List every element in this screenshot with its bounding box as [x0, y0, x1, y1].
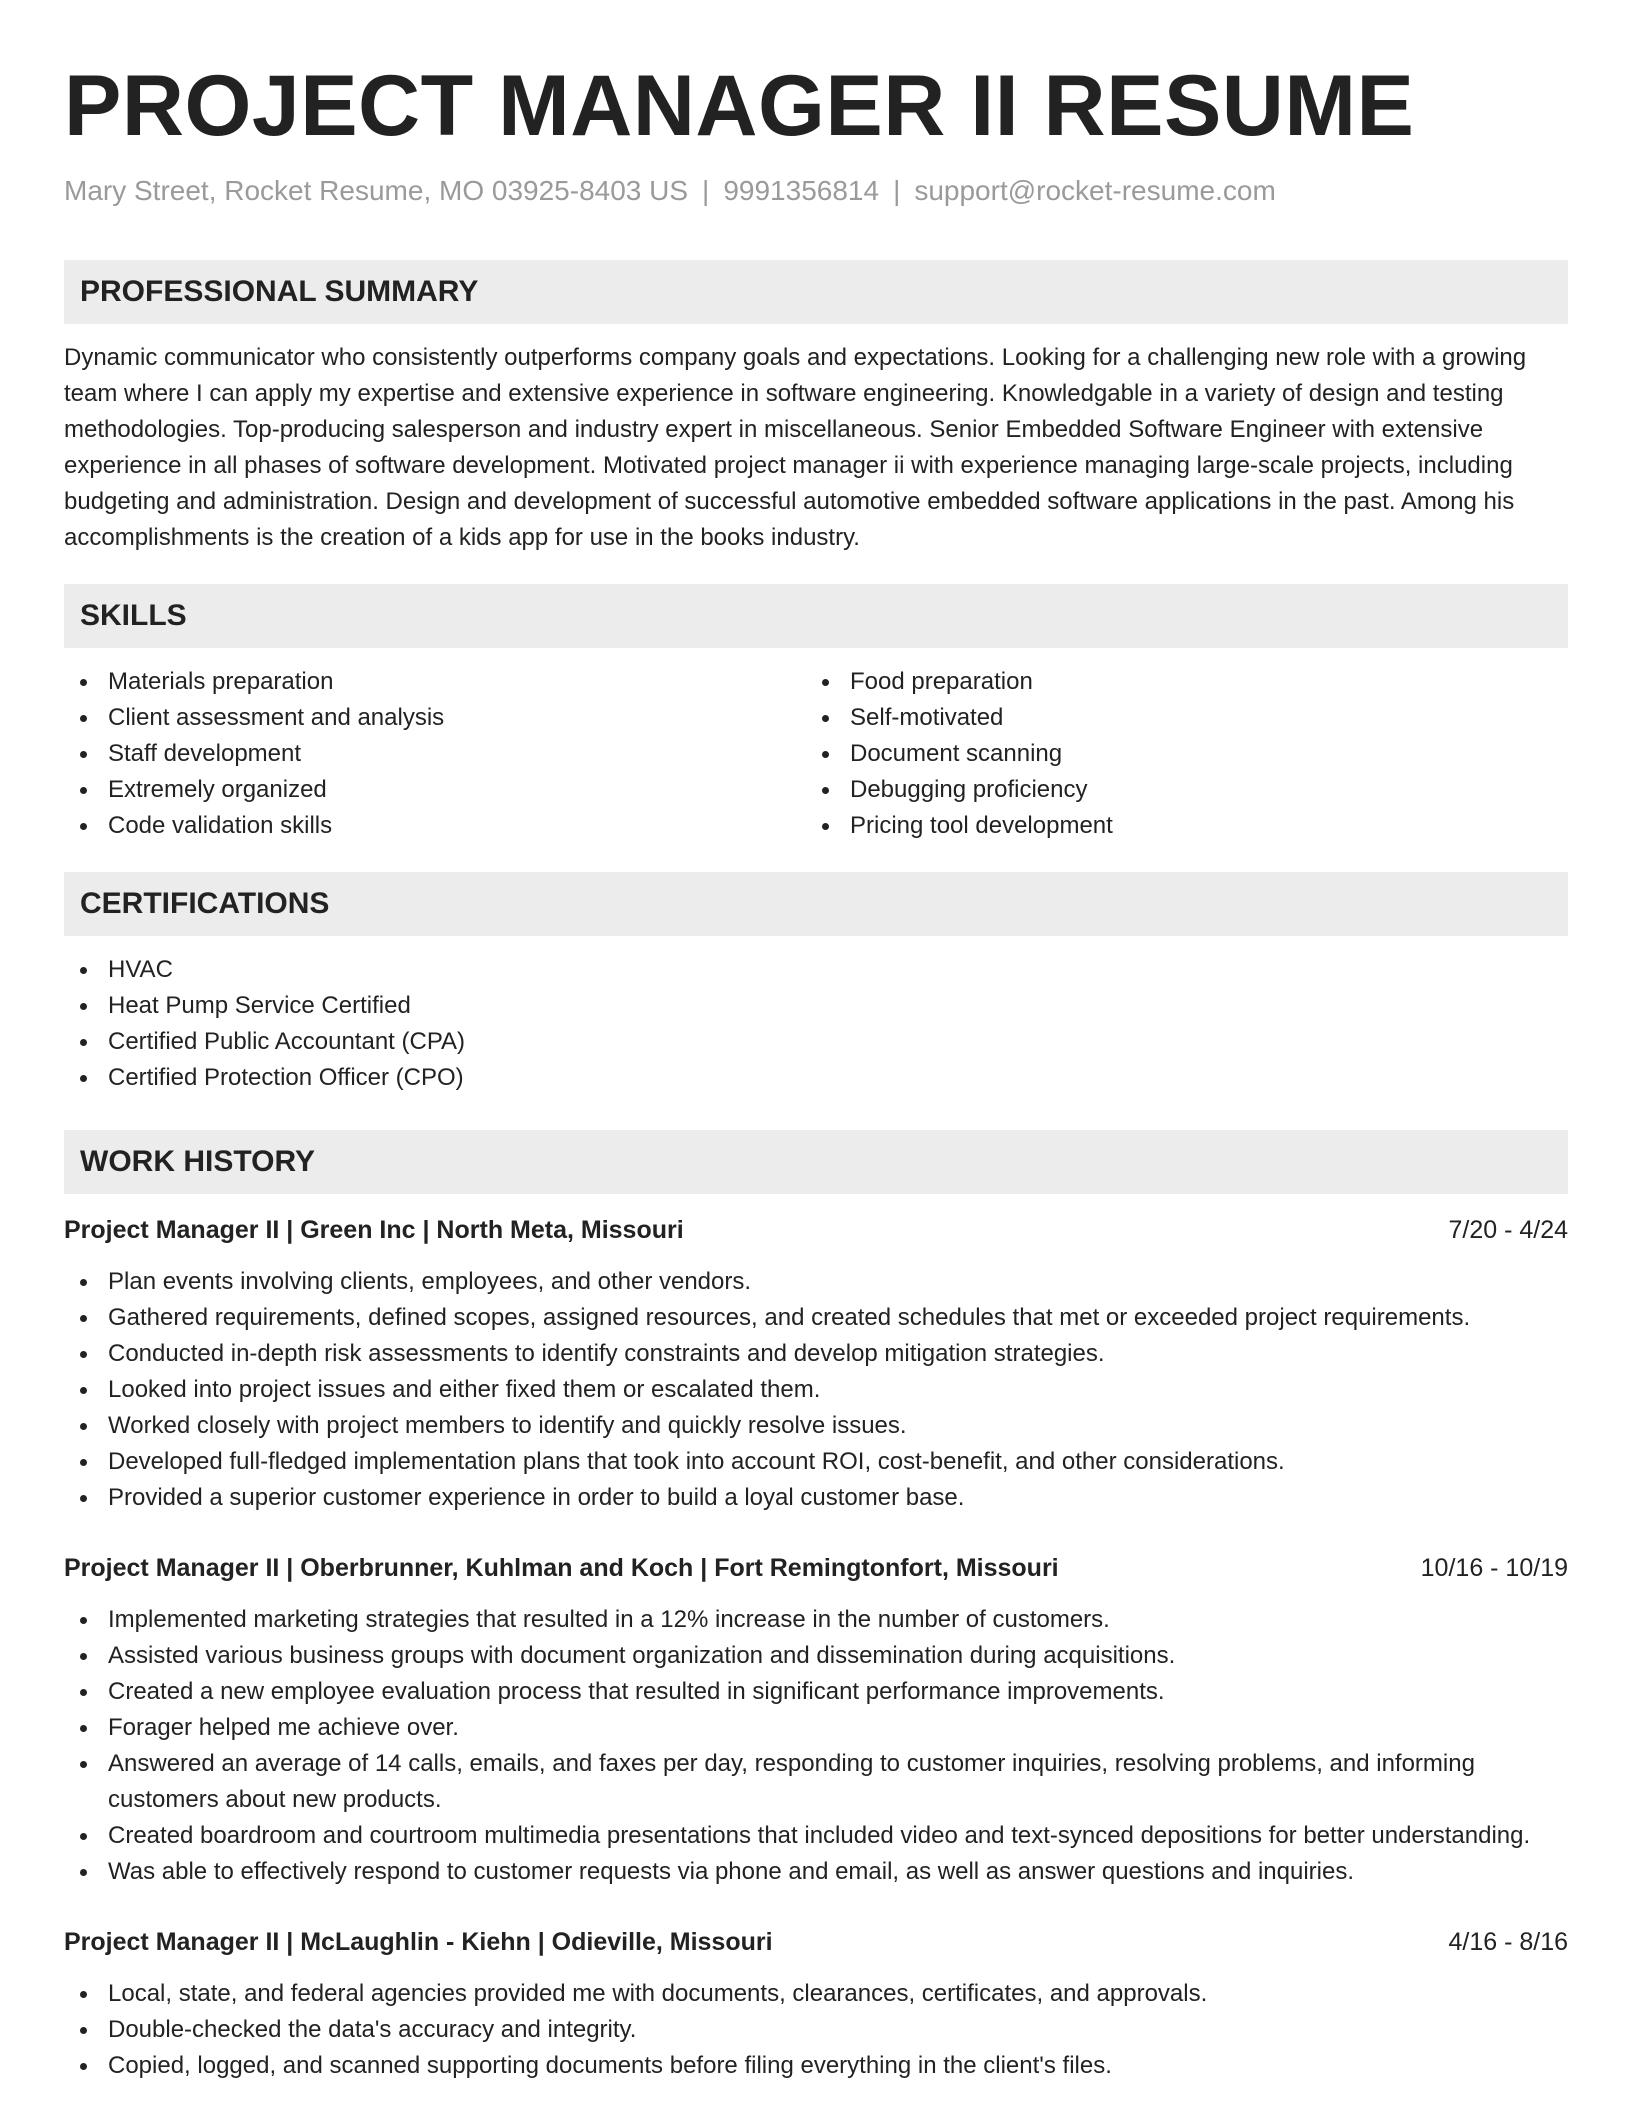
skill-item: Extremely organized [64, 772, 806, 808]
skill-item: Pricing tool development [806, 808, 1548, 844]
job-bullet: Copied, logged, and scanned supporting documents before filing everything in the client's files. [64, 2048, 1568, 2084]
job-dates: 10/16 - 10/19 [1420, 1554, 1568, 1582]
job-title: Project Manager II | Green Inc | North Meta, Missouri [64, 1216, 684, 1244]
skill-item: Self-motivated [806, 700, 1548, 736]
skill-item: Document scanning [806, 736, 1548, 772]
certifications-list [64, 952, 1568, 1096]
resume-title: PROJECT MANAGER II RESUME [64, 58, 1415, 154]
job-bullet: Forager helped me achieve over. [64, 1710, 1568, 1746]
resume-page [64, 0, 1568, 2084]
job-title: Project Manager II | Oberbrunner, Kuhlman and Koch | Fort Remingtonfort, Missouri [64, 1554, 1059, 1582]
contact-separator: | [702, 175, 710, 206]
skills-grid [64, 664, 1568, 844]
job-bullet: Looked into project issues and either fixed them or escalated them. [64, 1372, 1568, 1408]
job-bullet: Was able to effectively respond to customer requests via phone and email, as well as answer questions and inquiries. [64, 1854, 1568, 1890]
job-bullets [64, 1264, 1568, 1516]
skill-item: Client assessment and analysis [64, 700, 806, 736]
job-dates: 4/16 - 8/16 [1448, 1928, 1568, 1956]
job-header [64, 1212, 1568, 1248]
skill-item: Materials preparation [64, 664, 806, 700]
job-bullet: Gathered requirements, defined scopes, assigned resources, and created schedules that met or exceeded project requirements. [64, 1300, 1568, 1336]
job-title: Project Manager II | McLaughlin - Kiehn | Odieville, Missouri [64, 1928, 773, 1956]
skills-column-right [806, 664, 1548, 844]
certification-item: HVAC [64, 952, 1568, 988]
skills-column-left [64, 664, 806, 844]
skill-item: Food preparation [806, 664, 1548, 700]
job-bullet: Double-checked the data's accuracy and integrity. [64, 2012, 1568, 2048]
contact-line [64, 174, 1568, 208]
job-entry [64, 1550, 1568, 1890]
certification-item: Heat Pump Service Certified [64, 988, 1568, 1024]
job-bullet: Answered an average of 14 calls, emails, and faxes per day, responding to customer inquiries, resolving problems, and informing customers about new products. [64, 1746, 1568, 1818]
section-heading-work-history: WORK HISTORY [64, 1130, 1568, 1194]
summary-paragraph: Dynamic communicator who consistently outperforms company goals and expectations. Looking for a challenging new role with a growing team where I can apply my expertise and extensive experience in software engineering. Knowledgable in a variety of design and testing methodologies. Top-producing salesperson and industry expert in miscellaneous. Senior Embedded Software Engineer with extensive experience in all phases of software development. Motivated project manager ii with experience managing large-scale projects, including budgeting and administration. Design and development of successful automotive embedded software applications in the past. Among his accomplishments is the creation of a kids app for use in the books industry. [64, 344, 1527, 551]
job-header [64, 1550, 1568, 1586]
job-bullet: Provided a superior customer experience in order to build a loyal customer base. [64, 1480, 1568, 1516]
certification-item: Certified Public Accountant (CPA) [64, 1024, 1568, 1060]
job-bullet: Conducted in-depth risk assessments to identify constraints and develop mitigation strategies. [64, 1336, 1568, 1372]
job-bullet: Plan events involving clients, employees, and other vendors. [64, 1264, 1568, 1300]
skill-item: Staff development [64, 736, 806, 772]
contact-separator: | [893, 175, 901, 206]
contact-email: support@rocket-resume.com [914, 175, 1276, 206]
job-bullet: Implemented marketing strategies that resulted in a 12% increase in the number of customers. [64, 1602, 1568, 1638]
job-bullet: Created boardroom and courtroom multimedia presentations that included video and text-synced depositions for better understanding. [64, 1818, 1568, 1854]
contact-address: Mary Street, Rocket Resume, MO 03925-8403 US [64, 175, 689, 206]
job-bullet: Assisted various business groups with document organization and dissemination during acquisitions. [64, 1638, 1568, 1674]
job-entry [64, 1212, 1568, 1516]
certification-item: Certified Protection Officer (CPO) [64, 1060, 1568, 1096]
job-header [64, 1924, 1568, 1960]
skill-item: Code validation skills [64, 808, 806, 844]
job-entry [64, 1924, 1568, 2084]
section-heading-certifications: CERTIFICATIONS [64, 872, 1568, 936]
job-bullet: Developed full-fledged implementation plans that took into account ROI, cost-benefit, and other considerations. [64, 1444, 1568, 1480]
section-heading-skills: SKILLS [64, 584, 1568, 648]
job-bullet: Local, state, and federal agencies provided me with documents, clearances, certificates, and approvals. [64, 1976, 1568, 2012]
job-bullets [64, 1602, 1568, 1890]
contact-phone: 9991356814 [723, 175, 880, 206]
job-bullets [64, 1976, 1568, 2084]
skill-item: Debugging proficiency [806, 772, 1548, 808]
section-heading-summary: PROFESSIONAL SUMMARY [64, 260, 1568, 324]
job-bullet: Created a new employee evaluation process that resulted in significant performance improvements. [64, 1674, 1568, 1710]
job-dates: 7/20 - 4/24 [1448, 1216, 1568, 1244]
job-bullet: Worked closely with project members to identify and quickly resolve issues. [64, 1408, 1568, 1444]
